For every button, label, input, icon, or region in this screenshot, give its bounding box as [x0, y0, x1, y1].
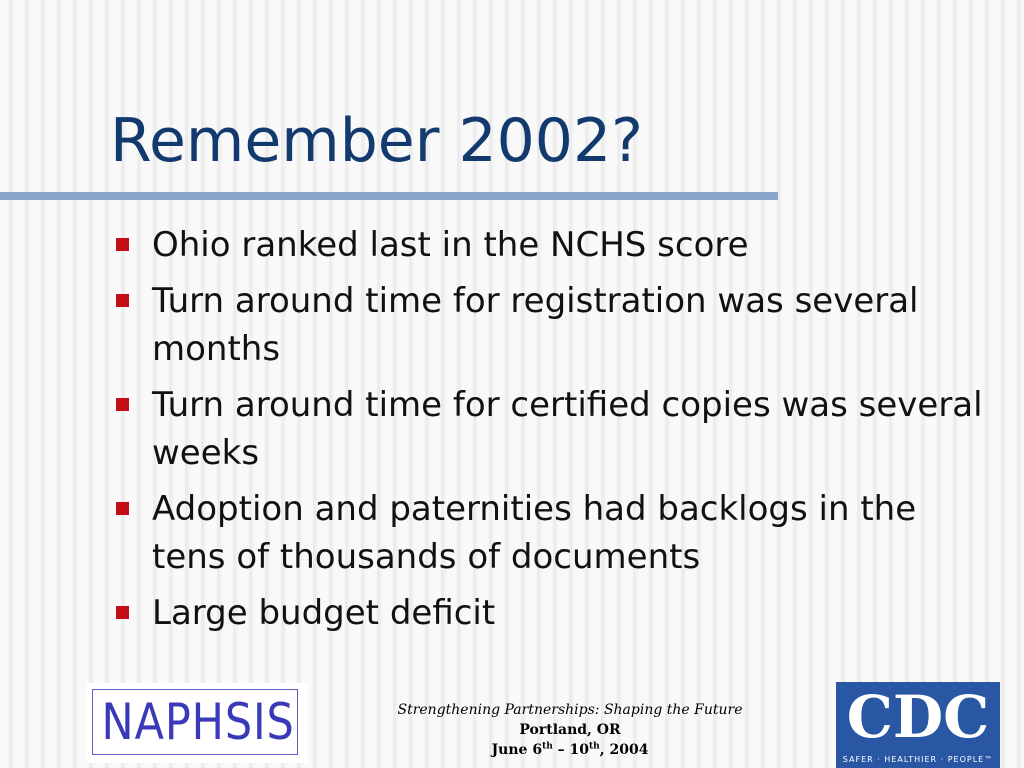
bullet-text: Turn around time for certified copies was several weeks: [152, 385, 983, 473]
square-bullet-icon: [116, 606, 129, 619]
footer-dates: [340, 740, 800, 760]
bullet-list: [112, 221, 992, 645]
bullet-item: [112, 277, 992, 373]
naphsis-logo: [86, 683, 308, 763]
bullet-item: [112, 221, 992, 269]
bullet-text: Adoption and paternities had backlogs in the tens of thousands of documents: [152, 489, 917, 577]
slide-title: Remember 2002?: [110, 106, 643, 176]
cdc-logo: [836, 682, 1000, 768]
bullet-text: Turn around time for registration was several months: [152, 281, 919, 369]
bullet-item: [112, 485, 992, 581]
bullet-text: Large budget deficit: [152, 593, 496, 633]
square-bullet-icon: [116, 502, 129, 515]
footer-conference-info: [340, 700, 800, 760]
footer-tagline: Strengthening Partnerships: Shaping the Future: [397, 702, 743, 718]
footer-location: Portland, OR: [519, 722, 621, 738]
title-divider: [0, 192, 778, 200]
square-bullet-icon: [116, 238, 129, 251]
bullet-item: [112, 589, 992, 637]
bullet-text: Ohio ranked last in the NCHS score: [152, 225, 749, 265]
naphsis-logo-text: NAPHSIS: [101, 693, 295, 751]
square-bullet-icon: [116, 398, 129, 411]
cdc-logo-tagline: SAFER · HEALTHIER · PEOPLE™: [842, 755, 994, 764]
footer-dates-year: , 2004: [599, 742, 649, 758]
footer-dates-end: – 10: [552, 742, 590, 758]
bullet-item: [112, 381, 992, 477]
square-bullet-icon: [116, 294, 129, 307]
footer-dates-sup: th: [542, 741, 553, 752]
footer-dates-start: June 6: [491, 742, 543, 758]
footer-dates-sup: th: [589, 741, 600, 752]
cdc-logo-text: CDC: [846, 683, 990, 751]
